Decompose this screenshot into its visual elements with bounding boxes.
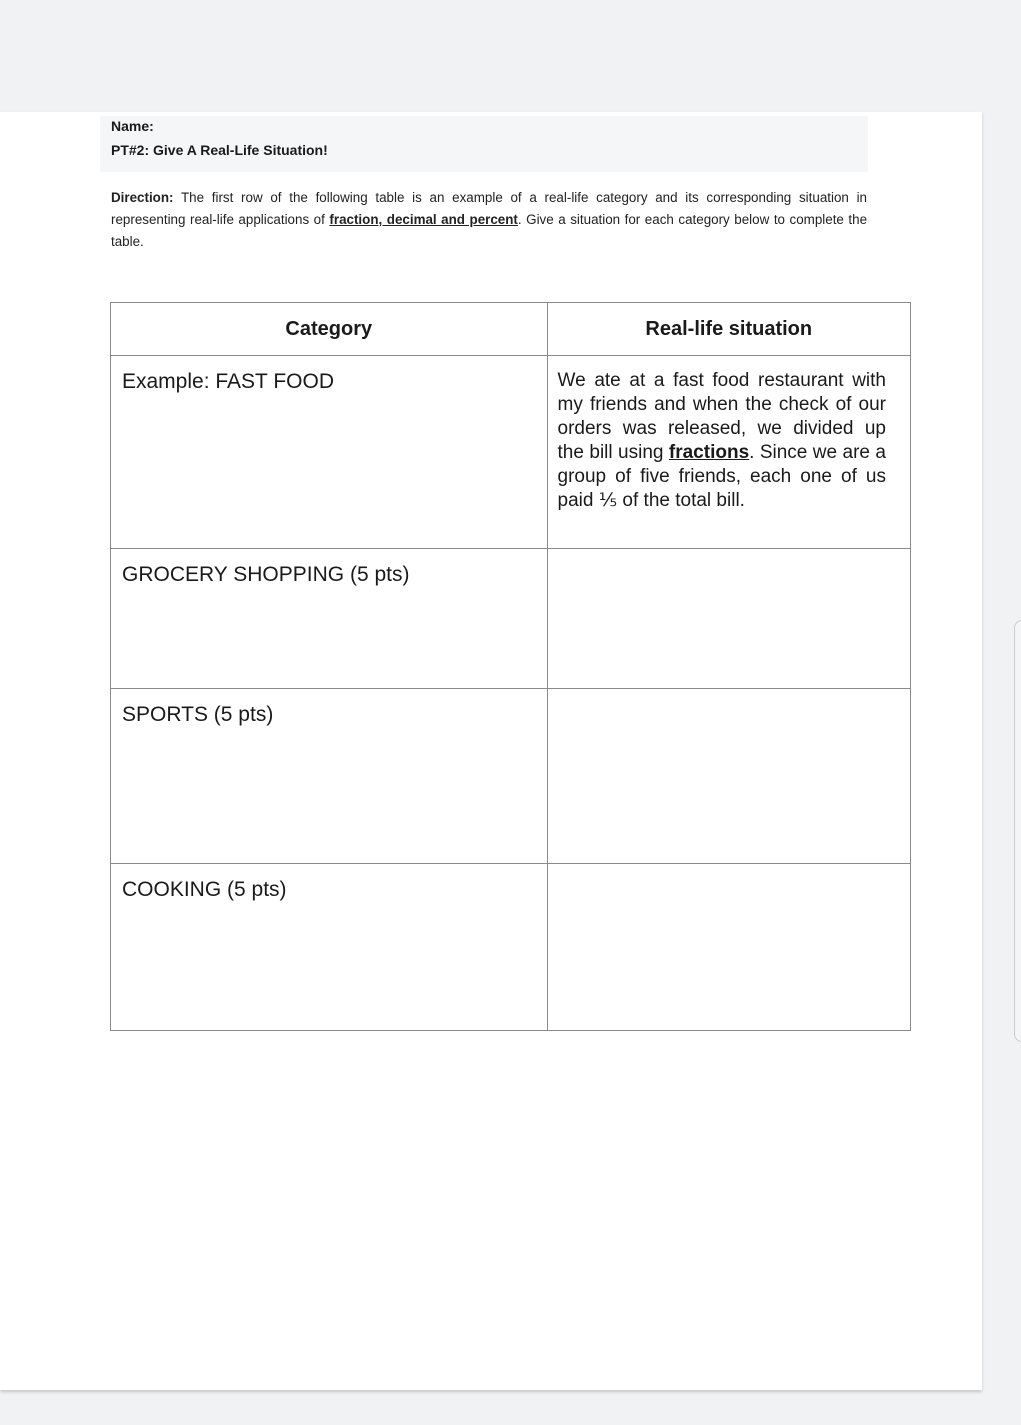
category-text: COOKING (5 pts) [122, 878, 287, 901]
situation-cell [547, 356, 910, 549]
situation-answer-cell[interactable] [547, 549, 910, 689]
side-panel-handle[interactable] [1014, 620, 1021, 1042]
task-title: PT#2: Give A Real-Life Situation! [111, 142, 328, 158]
direction-emphasis: fraction, decimal and percent [329, 212, 518, 227]
category-cell [111, 864, 548, 1031]
situation-answer-cell[interactable] [547, 689, 910, 864]
header-situation: Real-life situation [547, 303, 910, 356]
category-cell [111, 689, 548, 864]
table-row [111, 689, 911, 864]
table-header-row [111, 303, 911, 356]
category-cell [111, 356, 548, 549]
category-text: GROCERY SHOPPING (5 pts) [122, 563, 410, 586]
direction-paragraph [111, 187, 867, 253]
table-row [111, 864, 911, 1031]
table-row-example [111, 356, 911, 549]
category-text: Example: FAST FOOD [122, 370, 334, 393]
header-category: Category [111, 303, 548, 356]
direction-label: Direction: [111, 190, 174, 205]
situation-text-after: . Since we are a group of five friends, each one of us paid ⅕ of the total bill. [557, 442, 886, 511]
category-cell [111, 549, 548, 689]
situation-answer[interactable] [548, 549, 910, 562]
situation-answer-cell[interactable] [547, 864, 910, 1031]
situation-text-before: We ate at a fast food restaurant with my friends and when the check of our orders was released, we divided up the bill using [557, 370, 886, 463]
direction-text-after: . Give a situation for each category below to complete the table. [111, 212, 868, 249]
situation-table [110, 302, 911, 1031]
table-row [111, 549, 911, 689]
direction-text-before: The first row of the following table is an example of a real-life category and its corresponding situation in representing real-life applications of [111, 190, 867, 227]
name-label: Name: [111, 118, 154, 134]
situation-answer[interactable] [548, 689, 910, 702]
category-text: SPORTS (5 pts) [122, 703, 274, 726]
situation-emphasis: fractions [668, 442, 750, 463]
situation-answer[interactable] [548, 864, 910, 877]
example-situation-text [548, 356, 910, 513]
